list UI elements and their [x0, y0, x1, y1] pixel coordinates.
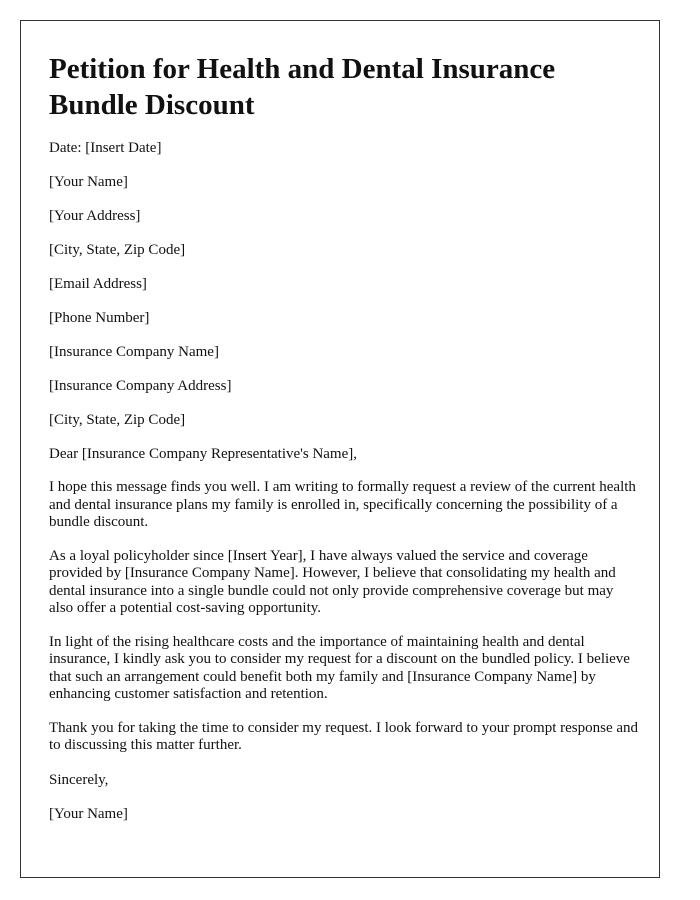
- closing: Sincerely,: [49, 771, 109, 788]
- body-paragraph-3: In light of the rising healthcare costs and the importance of maintaining health and dental insurance, I kindly ask you to consider my request for a discount on the bundled policy. I believe that such an arrangement could benefit both my family and [Insurance Company Name] by enhancing customer satisfaction and retention.: [49, 633, 630, 702]
- salutation: Dear [Insurance Company Representative's Name],: [49, 446, 357, 462]
- letter-content: [49, 51, 639, 839]
- body-paragraph-4: Thank you for taking the time to consider my request. I look forward to your prompt response and to discussing this matter further.: [49, 719, 639, 753]
- date-line: Date: [Insert Date]: [49, 140, 162, 156]
- sender-city-state-zip: [City, State, Zip Code]: [49, 242, 186, 258]
- letter-page: [20, 20, 660, 878]
- sender-address: [Your Address]: [49, 208, 141, 224]
- signature: [Your Name]: [49, 805, 128, 822]
- sender-phone: [Phone Number]: [49, 310, 150, 326]
- letter-title: Petition for Health and Dental Insurance Bundle Discount: [49, 53, 556, 121]
- sender-email: [Email Address]: [49, 276, 147, 292]
- recipient-company-name: [Insurance Company Name]: [49, 344, 219, 360]
- recipient-city-state-zip: [City, State, Zip Code]: [49, 412, 186, 428]
- body-paragraph-1: I hope this message finds you well. I am writing to formally request a review of the current health and dental insurance plans my family is enrolled in, specifically concerning the possibility of a bundle discount.: [49, 479, 636, 530]
- body-paragraph-2: As a loyal policyholder since [Insert Year], I have always valued the service and coverage provided by [Insurance Company Name]. However, I believe that consolidating my health and dental insurance into a single bundle could not only provide comprehensive coverage but may also offer a potential cost-saving opportunity.: [49, 547, 616, 616]
- sender-name: [Your Name]: [49, 174, 128, 190]
- recipient-company-address: [Insurance Company Address]: [49, 378, 232, 394]
